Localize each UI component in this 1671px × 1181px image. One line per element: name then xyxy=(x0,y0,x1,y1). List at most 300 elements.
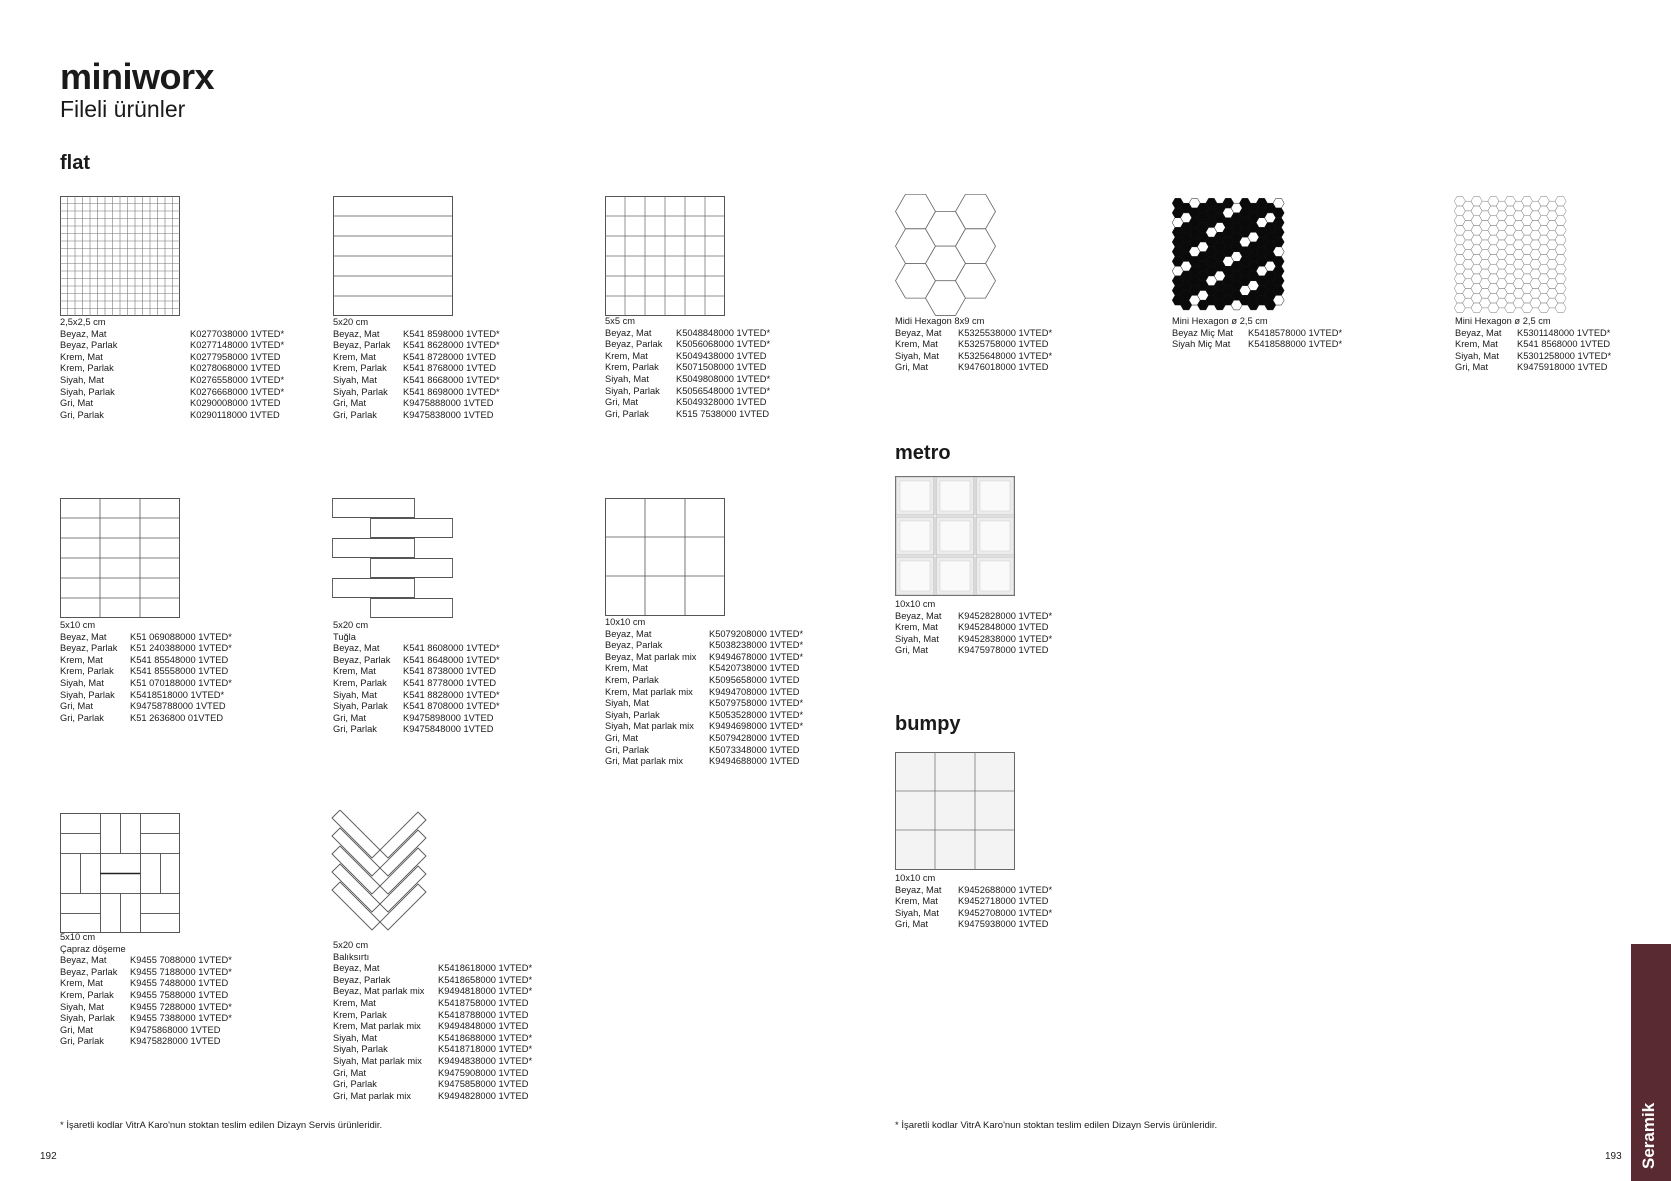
product-row xyxy=(60,1036,232,1048)
finish-name: Siyah, Parlak xyxy=(60,1013,115,1024)
finish-name: Beyaz, Parlak xyxy=(605,640,663,651)
product-row xyxy=(605,397,770,409)
finish-name: Beyaz, Mat xyxy=(333,328,380,339)
finish-name: Siyah, Mat xyxy=(333,689,377,700)
product-code: K9494838000 1VTED* xyxy=(438,1055,533,1066)
section-heading-metro: metro xyxy=(895,442,951,464)
finish-name: Siyah, Mat xyxy=(60,374,104,385)
finish-name: Beyaz, Mat xyxy=(60,955,107,966)
tile-size-label: 5x10 cm xyxy=(60,932,96,942)
product-block-5x20-tugla xyxy=(333,620,500,736)
product-row xyxy=(333,713,500,725)
tile-size-label: 10x10 cm xyxy=(605,617,646,627)
finish-name: Krem, Parlak xyxy=(333,677,387,688)
product-code: K9475838000 1VTED xyxy=(403,409,494,420)
product-row xyxy=(60,713,232,725)
tile-metro-10x10-image xyxy=(895,476,1015,596)
product-block-5x20-baliksirti xyxy=(333,940,532,1102)
product-row xyxy=(333,1010,532,1022)
tile-size-label: 5x20 cm xyxy=(333,317,369,327)
footnote-right: * İşaretli kodlar VitrA Karo'nun stoktan teslim edilen Dizayn Servis ürünleridir. xyxy=(895,1120,1218,1131)
product-code: K5056068000 1VTED* xyxy=(676,339,771,350)
finish-name: Krem, Mat xyxy=(333,997,376,1008)
finish-name: Krem, Mat xyxy=(895,622,938,633)
product-code: K0277958000 1VTED xyxy=(190,351,281,362)
tile-mini-hexagon-image xyxy=(1454,196,1574,314)
product-row xyxy=(605,652,803,664)
product-block-midi-hexagon xyxy=(895,316,1052,374)
product-code: K541 8608000 1VTED* xyxy=(403,643,500,654)
tile-size-label: 5x10 cm xyxy=(60,620,96,630)
product-code: K541 8698000 1VTED* xyxy=(403,386,500,397)
finish-name: Gri, Mat xyxy=(895,645,929,656)
product-block-bumpy-10x10 xyxy=(895,873,1052,931)
product-code: K9452708000 1VTED* xyxy=(958,907,1053,918)
product-code: K0276668000 1VTED* xyxy=(190,386,285,397)
finish-name: Beyaz, Parlak xyxy=(333,654,391,665)
product-row xyxy=(60,363,284,375)
product-row xyxy=(605,374,770,386)
product-code: K5418578000 1VTED* xyxy=(1248,327,1343,338)
catalog-subtitle: Fileli ürünler xyxy=(60,96,186,122)
product-code: K541 8628000 1VTED* xyxy=(403,340,500,351)
finish-name: Gri, Parlak xyxy=(605,744,649,755)
finish-name: Gri, Mat xyxy=(895,362,929,373)
product-code: K5048848000 1VTED* xyxy=(676,327,771,338)
finish-name: Krem, Parlak xyxy=(333,1009,387,1020)
product-row xyxy=(333,678,500,690)
product-code: K5325758000 1VTED xyxy=(958,339,1049,350)
finish-name: Krem, Mat xyxy=(605,663,648,674)
finish-name: Beyaz, Mat parlak mix xyxy=(333,986,425,997)
product-code: K5073348000 1VTED xyxy=(709,744,800,755)
finish-name: Krem, Mat xyxy=(895,896,938,907)
product-row xyxy=(60,655,232,667)
finish-name: Siyah, Mat xyxy=(333,1032,377,1043)
product-row xyxy=(605,663,803,675)
product-code: K0277038000 1VTED* xyxy=(190,328,285,339)
tile-bumpy-10x10-image xyxy=(895,752,1015,870)
product-code: K9494818000 1VTED* xyxy=(438,986,533,997)
product-row xyxy=(895,328,1052,340)
product-row xyxy=(60,398,284,410)
product-row xyxy=(1455,328,1611,340)
product-code: K9452848000 1VTED xyxy=(958,622,1049,633)
finish-name: Gri, Parlak xyxy=(333,1079,377,1090)
finish-name: Gri, Mat parlak mix xyxy=(605,756,684,767)
product-row xyxy=(60,967,232,979)
tile-size-label: 10x10 cm xyxy=(895,873,936,883)
product-code: K9455 7088000 1VTED* xyxy=(130,955,232,966)
product-code: K541 8728000 1VTED xyxy=(403,351,497,362)
product-code: K5079428000 1VTED xyxy=(709,732,800,743)
product-row xyxy=(60,1025,232,1037)
product-code: K51 070188000 1VTED* xyxy=(130,677,232,688)
product-code: K9475978000 1VTED xyxy=(958,645,1049,656)
product-row xyxy=(605,351,770,363)
finish-name: Krem, Parlak xyxy=(60,666,114,677)
finish-name: Beyaz, Mat xyxy=(333,963,380,974)
product-row xyxy=(895,634,1052,646)
product-row xyxy=(333,1044,532,1056)
product-code: K9475898000 1VTED xyxy=(403,712,494,723)
finish-name: Siyah, Mat parlak mix xyxy=(605,721,694,732)
product-code: K9455 7288000 1VTED* xyxy=(130,1001,232,1012)
product-code: K9455 7488000 1VTED xyxy=(130,978,229,989)
product-row xyxy=(60,955,232,967)
finish-name: Krem, Mat xyxy=(333,351,376,362)
finish-name: Siyah, Parlak xyxy=(333,1044,388,1055)
tile-size-label: Midi Hexagon 8x9 cm xyxy=(895,316,985,326)
product-code: K51 069088000 1VTED* xyxy=(130,631,232,642)
tile-10x10-grid-image xyxy=(605,498,725,616)
finish-name: Krem, Parlak xyxy=(60,363,114,374)
product-code: K5418618000 1VTED* xyxy=(438,963,533,974)
product-row xyxy=(60,375,284,387)
finish-name: Beyaz Miç Mat xyxy=(1172,327,1233,338)
product-row xyxy=(333,363,500,375)
product-code: K541 8778000 1VTED xyxy=(403,677,497,688)
finish-name: Krem, Mat parlak mix xyxy=(333,1021,421,1032)
finish-name: Gri, Parlak xyxy=(60,409,104,420)
finish-name: Gri, Mat xyxy=(60,398,94,409)
layout-name-label: Çapraz döşeme xyxy=(60,943,126,954)
product-row xyxy=(895,611,1052,623)
finish-name: Siyah, Parlak xyxy=(60,689,115,700)
finish-name: Beyaz, Mat xyxy=(333,643,380,654)
tile-5x20-strips-image xyxy=(333,196,453,316)
finish-name: Siyah, Parlak xyxy=(60,386,115,397)
finish-name: Siyah, Parlak xyxy=(333,701,388,712)
product-code: K5420738000 1VTED xyxy=(709,663,800,674)
product-code: K5049808000 1VTED* xyxy=(676,373,771,384)
finish-name: Krem, Mat xyxy=(895,339,938,350)
product-code: K9494698000 1VTED* xyxy=(709,721,804,732)
finish-name: Gri, Mat xyxy=(1455,362,1489,373)
product-code: K541 8828000 1VTED* xyxy=(403,689,500,700)
product-row xyxy=(333,352,500,364)
product-code: K5418658000 1VTED* xyxy=(438,974,533,985)
product-code: K9452838000 1VTED* xyxy=(958,633,1053,644)
finish-name: Siyah Miç Mat xyxy=(1172,339,1231,350)
product-row xyxy=(895,645,1052,657)
product-code: K9476018000 1VTED xyxy=(958,362,1049,373)
product-block-5x10-capraz xyxy=(60,932,232,1048)
finish-name: Siyah, Mat xyxy=(605,373,649,384)
finish-name: Siyah, Mat xyxy=(895,633,939,644)
product-code: K51 2636800 01VTED xyxy=(130,712,224,723)
product-code: K5418588000 1VTED* xyxy=(1248,339,1343,350)
tile-size-label: Mini Hexagon ø 2,5 cm xyxy=(1455,316,1551,326)
product-code: K5095658000 1VTED xyxy=(709,674,800,685)
product-code: K5079208000 1VTED* xyxy=(709,628,804,639)
product-row xyxy=(895,339,1052,351)
product-row xyxy=(333,724,500,736)
tile-5x10-basketweave-image xyxy=(60,813,180,933)
product-row xyxy=(333,1091,532,1103)
finish-name: Gri, Parlak xyxy=(60,712,104,723)
finish-name: Gri, Mat xyxy=(333,398,367,409)
product-row xyxy=(333,975,532,987)
product-code: K515 7538000 1VTED xyxy=(676,408,770,419)
product-row xyxy=(605,339,770,351)
finish-name: Gri, Mat xyxy=(333,712,367,723)
product-code: K9475868000 1VTED xyxy=(130,1024,221,1035)
product-row xyxy=(60,990,232,1002)
finish-name: Gri, Mat xyxy=(895,919,929,930)
finish-name: Krem, Parlak xyxy=(60,989,114,1000)
finish-name: Beyaz, Mat xyxy=(895,327,942,338)
section-heading-flat: flat xyxy=(60,152,90,174)
product-row xyxy=(333,655,500,667)
product-row xyxy=(333,690,500,702)
product-row xyxy=(333,1056,532,1068)
finish-name: Siyah, Mat xyxy=(60,677,104,688)
product-row xyxy=(605,710,803,722)
product-code: K5056548000 1VTED* xyxy=(676,385,771,396)
finish-name: Beyaz, Mat xyxy=(605,628,652,639)
product-code: K541 85548000 1VTED xyxy=(130,654,229,665)
product-code: K5038238000 1VTED* xyxy=(709,640,804,651)
product-code: K0278068000 1VTED xyxy=(190,363,281,374)
product-row xyxy=(60,678,232,690)
product-row xyxy=(605,640,803,652)
side-tab-label: Seramik xyxy=(1639,1102,1658,1169)
tile-5x10-grid-image xyxy=(60,498,180,618)
finish-name: Siyah, Mat xyxy=(895,907,939,918)
finish-name: Beyaz, Mat xyxy=(895,884,942,895)
product-row xyxy=(333,1079,532,1091)
tile-5x5-grid-image xyxy=(605,196,725,316)
product-code: K9475848000 1VTED xyxy=(403,724,494,735)
product-row xyxy=(60,632,232,644)
product-row xyxy=(333,643,500,655)
finish-name: Krem, Parlak xyxy=(333,363,387,374)
product-row xyxy=(60,1013,232,1025)
product-code: K9455 7188000 1VTED* xyxy=(130,966,232,977)
product-row xyxy=(333,329,500,341)
product-row xyxy=(1455,362,1611,374)
finish-name: Siyah, Mat xyxy=(60,1001,104,1012)
product-row xyxy=(895,362,1052,374)
product-row xyxy=(333,387,500,399)
product-code: K9475888000 1VTED xyxy=(403,398,494,409)
finish-name: Krem, Mat parlak mix xyxy=(605,686,693,697)
product-row xyxy=(60,410,284,422)
product-code: K9475828000 1VTED xyxy=(130,1036,221,1047)
product-code: K5418718000 1VTED* xyxy=(438,1044,533,1055)
product-code: K541 8598000 1VTED* xyxy=(403,328,500,339)
product-row xyxy=(605,721,803,733)
finish-name: Gri, Parlak xyxy=(60,1036,104,1047)
product-code: K9494848000 1VTED xyxy=(438,1021,529,1032)
product-code: K0276558000 1VTED* xyxy=(190,374,285,385)
finish-name: Beyaz, Mat xyxy=(895,610,942,621)
product-row xyxy=(333,666,500,678)
finish-name: Gri, Parlak xyxy=(605,408,649,419)
finish-name: Siyah, Mat xyxy=(895,350,939,361)
finish-name: Beyaz, Parlak xyxy=(333,340,391,351)
catalog-title: miniworx xyxy=(60,56,215,97)
product-block-metro-10x10 xyxy=(895,599,1052,657)
product-code: K5325538000 1VTED* xyxy=(958,327,1053,338)
finish-name: Siyah, Mat xyxy=(333,374,377,385)
tile-size-label: 5x20 cm xyxy=(333,940,369,950)
product-code: K9452718000 1VTED xyxy=(958,896,1049,907)
finish-name: Beyaz, Parlak xyxy=(333,974,391,985)
finish-name: Krem, Mat xyxy=(605,350,648,361)
product-row xyxy=(60,666,232,678)
finish-name: Gri, Parlak xyxy=(333,409,377,420)
product-block-10x10-flat xyxy=(605,617,803,768)
page-number-left: 192 xyxy=(40,1151,57,1162)
product-row xyxy=(60,643,232,655)
finish-name: Siyah, Parlak xyxy=(605,385,660,396)
product-row xyxy=(895,908,1052,920)
finish-name: Beyaz, Parlak xyxy=(60,966,118,977)
finish-name: Beyaz, Mat xyxy=(60,328,107,339)
product-code: K9452688000 1VTED* xyxy=(958,884,1053,895)
finish-name: Gri, Parlak xyxy=(333,724,377,735)
product-code: K94758788000 1VTED xyxy=(130,701,226,712)
product-row xyxy=(605,745,803,757)
product-row xyxy=(60,329,284,341)
finish-name: Krem, Parlak xyxy=(605,362,659,373)
finish-name: Gri, Mat xyxy=(333,1067,367,1078)
product-row xyxy=(1455,339,1611,351)
product-row xyxy=(895,896,1052,908)
product-row xyxy=(333,701,500,713)
product-row xyxy=(605,756,803,768)
finish-name: Siyah, Mat parlak mix xyxy=(333,1055,422,1066)
layout-name-label: Tuğla xyxy=(333,631,356,642)
finish-name: Beyaz, Parlak xyxy=(605,339,663,350)
product-row xyxy=(895,919,1052,931)
product-code: K541 8668000 1VTED* xyxy=(403,374,500,385)
product-row xyxy=(605,698,803,710)
layout-name-label: Balıksırtı xyxy=(333,951,370,962)
product-code: K541 8648000 1VTED* xyxy=(403,654,500,665)
product-code: K541 8568000 1VTED xyxy=(1517,339,1611,350)
product-row xyxy=(605,409,770,421)
product-code: K5053528000 1VTED* xyxy=(709,709,804,720)
product-code: K5418788000 1VTED xyxy=(438,1009,529,1020)
product-block-mini-hexagon xyxy=(1455,316,1611,374)
tile-size-label: 10x10 cm xyxy=(895,599,936,609)
product-code: K9455 7588000 1VTED xyxy=(130,989,229,1000)
finish-name: Beyaz, Mat xyxy=(60,631,107,642)
product-row xyxy=(333,398,500,410)
tile-5x20-brick-image xyxy=(332,498,454,620)
finish-name: Krem, Parlak xyxy=(605,674,659,685)
product-block-5x5 xyxy=(605,316,770,420)
finish-name: Gri, Mat xyxy=(60,701,94,712)
page-number-right: 193 xyxy=(1605,1151,1622,1162)
product-row xyxy=(605,328,770,340)
product-row xyxy=(605,687,803,699)
product-block-2-5x2-5 xyxy=(60,317,284,421)
finish-name: Krem, Mat xyxy=(60,654,103,665)
finish-name: Siyah, Mat xyxy=(1455,350,1499,361)
product-code: K51 240388000 1VTED* xyxy=(130,643,232,654)
section-side-tab xyxy=(1631,944,1671,1181)
product-row xyxy=(895,351,1052,363)
product-code: K5418688000 1VTED* xyxy=(438,1032,533,1043)
product-block-5x20-flat xyxy=(333,317,500,421)
product-row xyxy=(60,340,284,352)
tile-size-label: Mini Hexagon ø 2,5 cm xyxy=(1172,316,1268,326)
product-row xyxy=(60,978,232,990)
product-code: K541 8708000 1VTED* xyxy=(403,701,500,712)
tile-midi-hexagon-image xyxy=(895,194,1015,316)
product-row xyxy=(333,1033,532,1045)
finish-name: Gri, Mat xyxy=(605,397,639,408)
product-code: K9475858000 1VTED xyxy=(438,1079,529,1090)
finish-name: Krem, Mat xyxy=(60,351,103,362)
footnote-left: * İşaretli kodlar VitrA Karo'nun stoktan teslim edilen Dizayn Servis ürünleridir. xyxy=(60,1120,383,1131)
product-code: K0290008000 1VTED xyxy=(190,398,281,409)
product-row xyxy=(605,386,770,398)
product-block-5x10 xyxy=(60,620,232,724)
product-code: K9494828000 1VTED xyxy=(438,1090,529,1101)
product-row xyxy=(1455,351,1611,363)
product-row xyxy=(60,701,232,713)
product-row xyxy=(895,885,1052,897)
product-code: K541 8738000 1VTED xyxy=(403,666,497,677)
product-code: K9494688000 1VTED xyxy=(709,756,800,767)
product-code: K5418518000 1VTED* xyxy=(130,689,225,700)
tile-size-label: 2,5x2,5 cm xyxy=(60,317,106,327)
product-row xyxy=(60,352,284,364)
product-row xyxy=(60,387,284,399)
tile-5x20-herringbone-image xyxy=(330,810,430,940)
product-code: K9452828000 1VTED* xyxy=(958,610,1053,621)
finish-name: Beyaz, Parlak xyxy=(60,643,118,654)
product-code: K9475938000 1VTED xyxy=(958,919,1049,930)
product-row xyxy=(333,963,532,975)
finish-name: Krem, Mat xyxy=(1455,339,1498,350)
finish-name: Siyah, Parlak xyxy=(605,709,660,720)
product-code: K5418758000 1VTED xyxy=(438,997,529,1008)
product-row xyxy=(605,629,803,641)
finish-name: Beyaz, Mat xyxy=(605,327,652,338)
product-row xyxy=(60,1002,232,1014)
product-block-mini-hexagon-mix xyxy=(1172,316,1342,351)
product-code: K0290118000 1VTED xyxy=(190,409,280,420)
finish-name: Krem, Mat xyxy=(333,666,376,677)
product-row xyxy=(605,362,770,374)
product-code: K5301148000 1VTED* xyxy=(1517,327,1611,338)
product-code: K5325648000 1VTED* xyxy=(958,350,1053,361)
product-code: K9455 7388000 1VTED* xyxy=(130,1013,232,1024)
finish-name: Gri, Mat parlak mix xyxy=(333,1090,412,1101)
product-row xyxy=(605,675,803,687)
tile-size-label: 5x5 cm xyxy=(605,316,635,326)
product-row xyxy=(333,998,532,1010)
product-code: K5049328000 1VTED xyxy=(676,397,767,408)
product-code: K0277148000 1VTED* xyxy=(190,340,285,351)
product-code: K541 85558000 1VTED xyxy=(130,666,229,677)
product-row xyxy=(333,986,532,998)
product-code: K5071508000 1VTED xyxy=(676,362,767,373)
product-code: K9494708000 1VTED xyxy=(709,686,800,697)
product-code: K541 8768000 1VTED xyxy=(403,363,497,374)
product-code: K5049438000 1VTED xyxy=(676,350,767,361)
finish-name: Gri, Mat xyxy=(605,732,639,743)
product-code: K9494678000 1VTED* xyxy=(709,651,804,662)
tile-mini-hexagon-mix-image xyxy=(1172,198,1290,312)
finish-name: Siyah, Mat xyxy=(605,698,649,709)
